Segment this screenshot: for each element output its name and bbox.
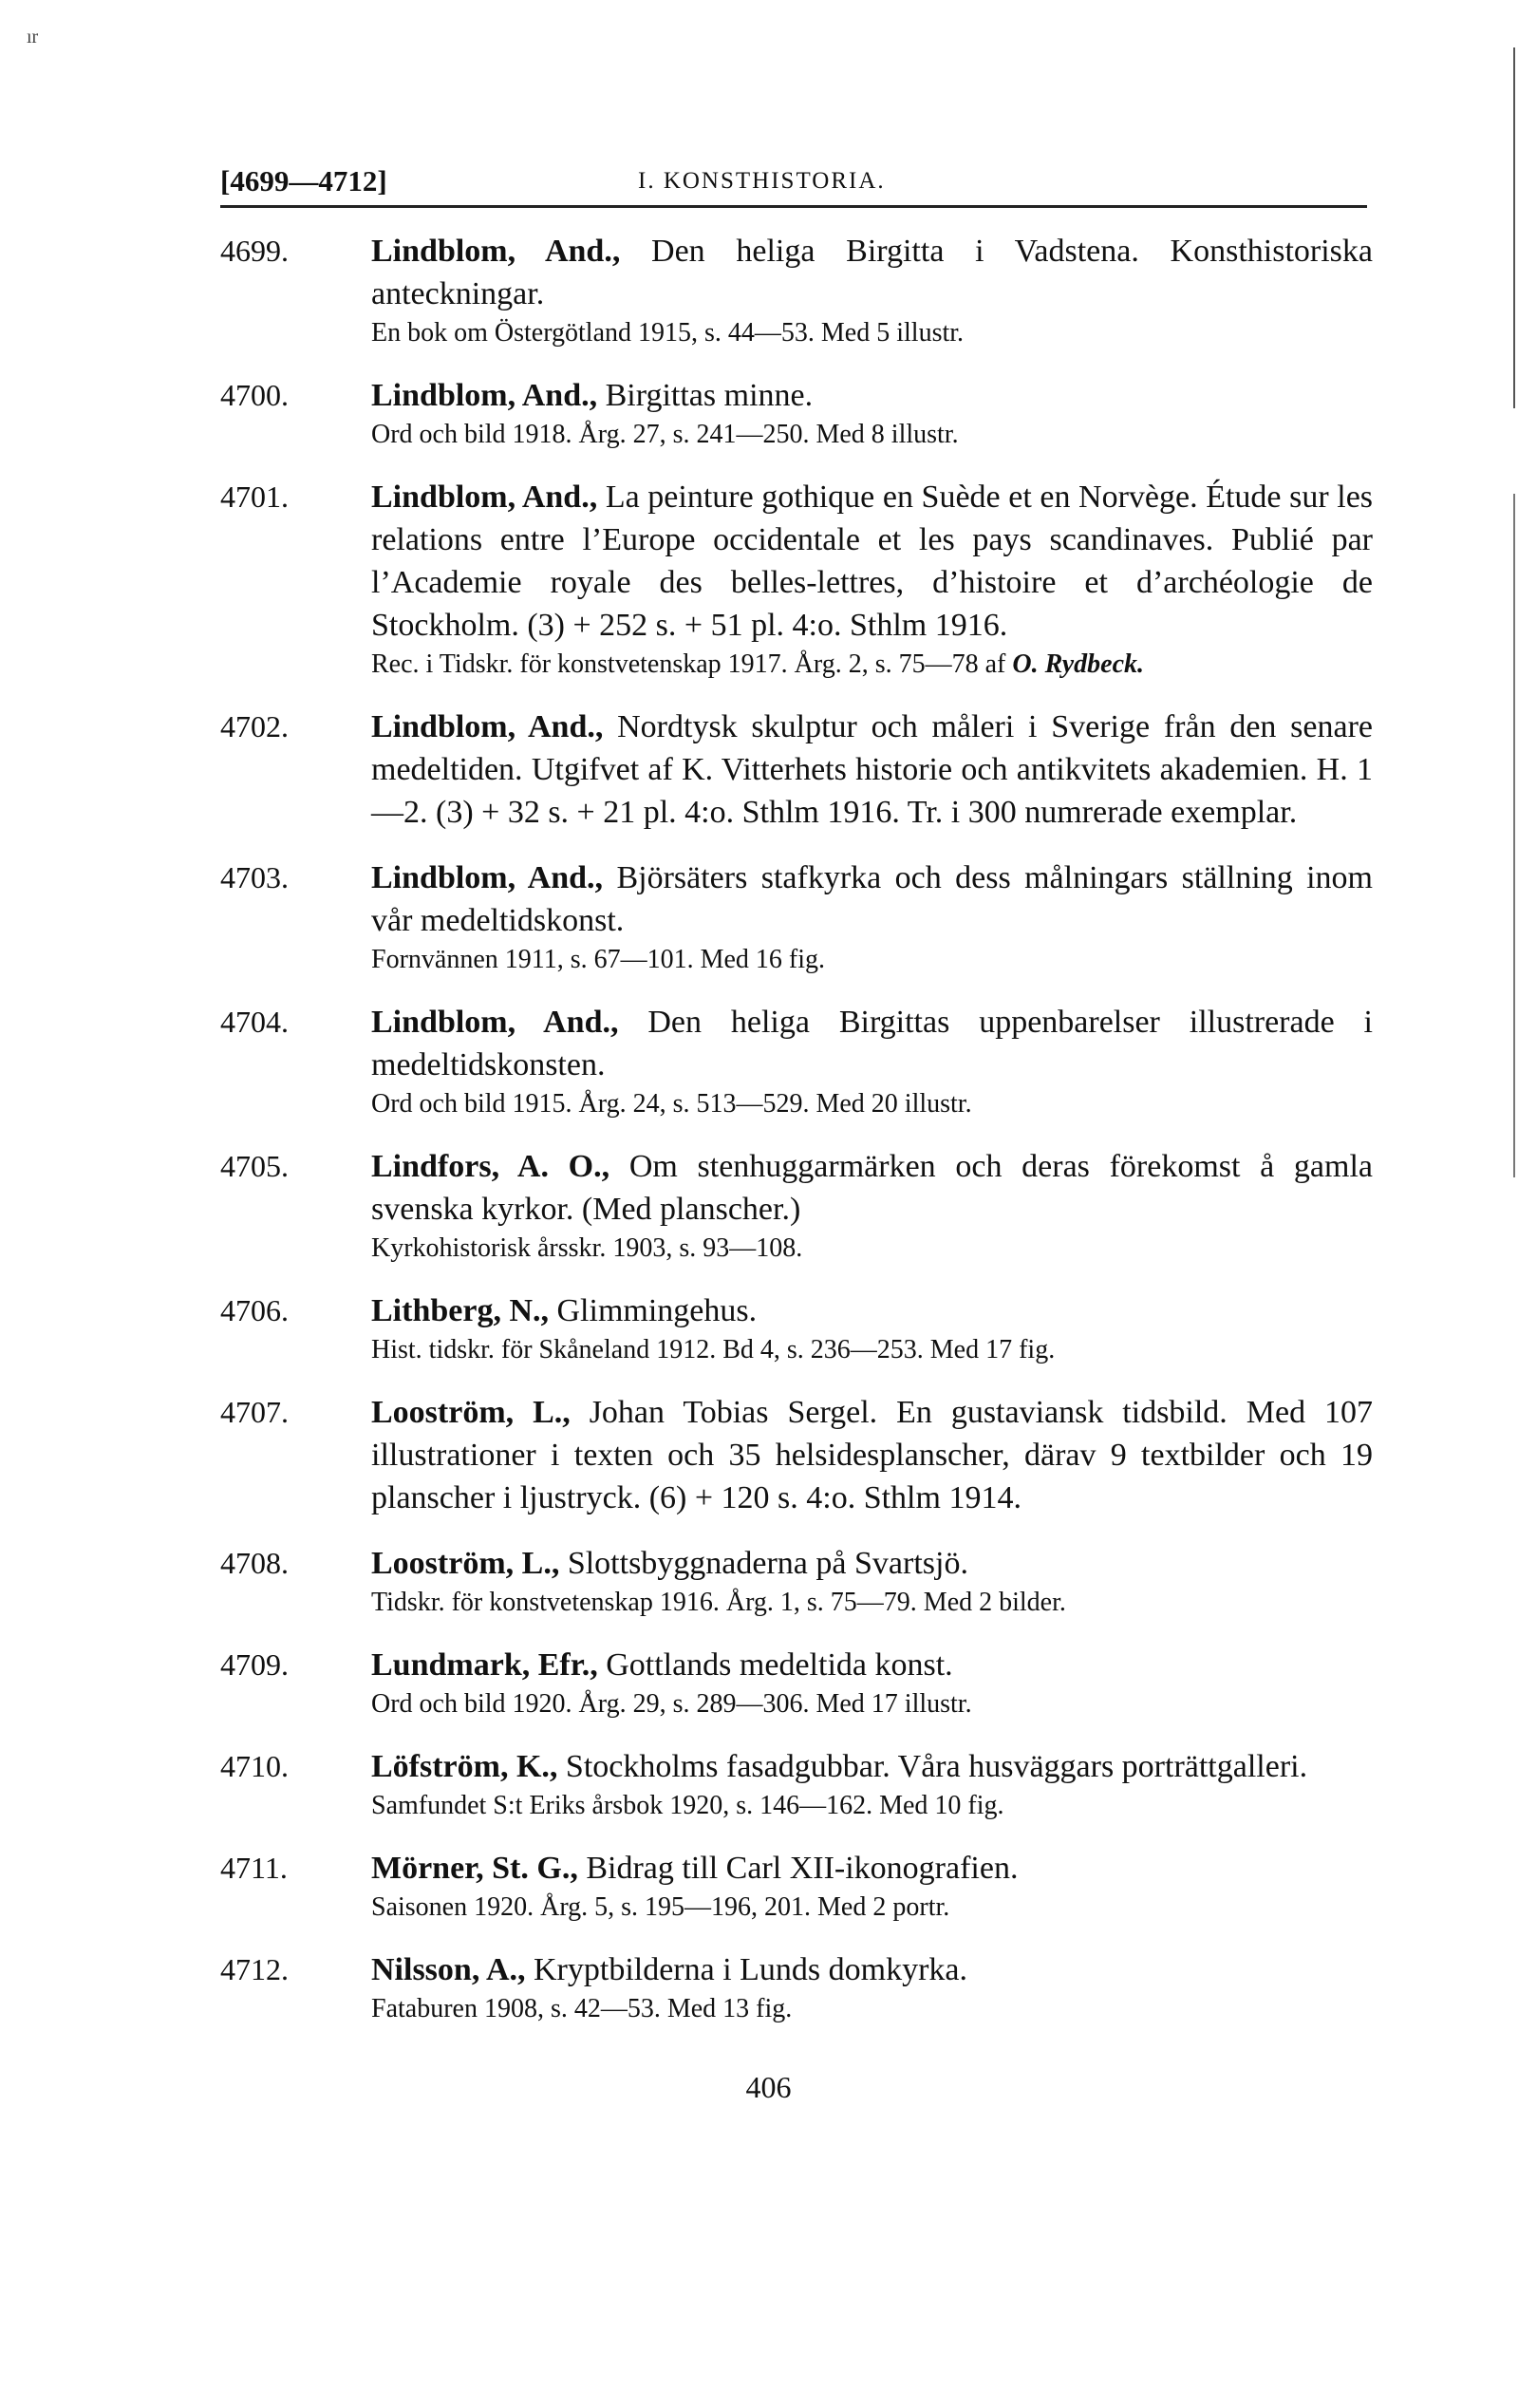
entry-title: Stockholms fasadgubbar. Våra husväggars porträttgalleri. [565,1749,1308,1784]
page-number: 406 [745,2070,792,2104]
corner-mark: ır [27,27,39,47]
entry-source: Rec. i Tidskr. för konstvetenskap 1917. Årg. 2, s. 75—78 af [371,649,1006,679]
entry-number: 4712. [220,1952,289,1986]
entry-title: Glimmingehus. [556,1293,758,1328]
entry-main [371,1745,1373,1788]
entry-main [371,1847,1373,1890]
entry-main [371,1289,1373,1332]
entry-author: Lundmark, Efr., [371,1647,598,1683]
entry-source: Saisonen 1920. Årg. 5, s. 195—196, 201. Med 2 portr. [371,1892,950,1922]
section-title: I. KONSTHISTORIA. [638,168,886,194]
entry-source: Fataburen 1908, s. 42—53. Med 13 fig. [371,1994,793,2023]
bibliography-entry [220,230,1373,351]
entry-main [371,856,1373,942]
bibliography-entry [220,476,1373,683]
entry-note [371,647,1373,683]
entry-title: Björsäters stafkyrka och dess målningars ställning inom vår medeltidskonst. [371,860,1373,938]
entry-title: Johan Tobias Sergel. En gustaviansk tidsbild. Med 107 illustrationer i texten och 35 helsidesplanscher, därav 9 textbilder och 19 planscher i ljustryck. (6) + 120 s. 4:o. Sthlm 1914. [371,1395,1374,1515]
entry-source: Kyrkohistorisk årsskr. 1903, s. 93—108. [371,1233,803,1263]
entry-author: Lindblom, And., [371,860,604,895]
entry-number: 4705. [220,1149,289,1183]
entry-note [371,1231,1373,1267]
entry-title: Birgittas minne. [605,378,814,413]
entry-main [371,1948,1373,1991]
entry-reviewer: O. Rydbeck. [1012,649,1145,679]
entry-title: Den heliga Birgitta i Vadstena. Konsthistoriska anteckningar. [371,234,1374,311]
entry-author: Lindblom, And., [371,709,604,744]
entry-source: Tidskr. för konstvetenskap 1916. Årg. 1, s. 75—79. Med 2 bilder. [371,1588,1066,1617]
bibliography-entry [220,856,1373,978]
entry-title: Gottlands medeltida konst. [606,1647,953,1683]
entry-author: Looström, L., [371,1546,560,1581]
entry-number: 4708. [220,1546,289,1580]
bibliography-entry [220,1145,1373,1267]
entry-author: Mörner, St. G., [371,1851,578,1886]
entry-note [371,417,1373,453]
entry-number: 4709. [220,1647,289,1682]
entry-note [371,1332,1373,1368]
entry-note [371,1890,1373,1926]
entry-source: Ord och bild 1918. Årg. 27, s. 241—250. Med 8 illustr. [371,420,959,449]
bibliography-entry [220,1745,1373,1824]
running-header [220,164,1367,202]
entry-source: Hist. tidskr. för Skåneland 1912. Bd 4, s. 236—253. Med 17 fig. [371,1335,1056,1364]
entry-number: 4710. [220,1749,289,1783]
bibliography-entry [220,374,1373,453]
entry-author: Lithberg, N., [371,1293,549,1328]
scan-edge-line [1513,47,1515,408]
entry-title: Bidrag till Carl XII-ikonografien. [586,1851,1019,1886]
entry-author: Löfström, K., [371,1749,558,1784]
entry-title: Nordtysk skulptur och måleri i Sverige från den senare medeltiden. Utgifvet af K. Vitterhets historie och antikvitets akademien. H. 1—2. (3) + 32 s. + 21 pl. 4:o. Sthlm 1916. Tr. i 300 numrerade exemplar. [371,709,1373,830]
entry-number: 4702. [220,709,289,743]
entry-author: Lindfors, A. O., [371,1149,610,1184]
entry-main [371,1001,1373,1086]
bibliography-entry [220,1001,1373,1122]
entry-main [371,374,1373,417]
bibliography-entry [220,1391,1373,1519]
entry-title: Om stenhuggarmärken och deras förekomst å gamla svenska kyrkor. (Med planscher.) [371,1149,1374,1227]
entry-note [371,1086,1373,1122]
entry-author: Lindblom, And., [371,1005,619,1040]
entry-main [371,1542,1373,1585]
entry-source: Ord och bild 1920. Årg. 29, s. 289—306. Med 17 illustr. [371,1689,972,1719]
entry-main [371,705,1373,834]
entry-number: 4711. [220,1851,288,1885]
entry-number: 4704. [220,1005,289,1039]
entry-number: 4700. [220,378,289,412]
bibliography-entry [220,1289,1373,1368]
entry-main [371,1391,1373,1519]
entry-note [371,942,1373,978]
entry-main [371,1644,1373,1686]
entry-source: Ord och bild 1915. Årg. 24, s. 513—529. Med 20 illustr. [371,1089,972,1119]
header-rule [220,205,1367,208]
entry-main [371,1145,1373,1231]
entry-title: Den heliga Birgittas uppenbarelser illustrerade i medeltidskonsten. [371,1005,1374,1082]
bibliography-entry [220,1948,1373,2027]
entry-number: 4707. [220,1395,289,1429]
entry-title: Kryptbilderna i Lunds domkyrka. [534,1952,968,1987]
entry-source: Samfundet S:t Eriks årsbok 1920, s. 146—162. Med 10 fig. [371,1791,1004,1820]
bibliography-entries [220,230,1373,2050]
entry-number: 4699. [220,234,289,268]
entry-author: Looström, L., [371,1395,571,1430]
entry-author: Lindblom, And., [371,480,598,515]
entry-note [371,1585,1373,1621]
entry-note [371,1991,1373,2027]
entry-note [371,1686,1373,1722]
entry-author: Nilsson, A., [371,1952,526,1987]
entry-source: Fornvännen 1911, s. 67—101. Med 16 fig. [371,945,826,974]
scan-edge-line-lower [1513,494,1515,1177]
entry-author: Lindblom, And., [371,378,598,413]
entry-number: 4701. [220,480,289,514]
entry-note [371,1788,1373,1824]
entry-title: La peinture gothique en Suède et en Norvège. Étude sur les relations entre l’Europe occidentale et les pays scandinaves. Publié par l’Academie royale des belles-lettres, d’histoire et d’archéologie de Stockholm. (3) + 252 s. + 51 pl. 4:o. Sthlm 1916. [371,480,1374,643]
entry-range: [4699—4712] [220,164,387,198]
entry-author: Lindblom, And., [371,234,621,269]
entry-note [371,315,1373,351]
bibliography-entry [220,1644,1373,1722]
entry-main [371,230,1373,315]
bibliography-entry [220,705,1373,834]
entry-source: En bok om Östergötland 1915, s. 44—53. Med 5 illustr. [371,318,965,348]
entry-main [371,476,1373,647]
bibliography-entry [220,1847,1373,1926]
bibliography-entry [220,1542,1373,1621]
entry-number: 4706. [220,1293,289,1327]
entry-number: 4703. [220,860,289,894]
entry-title: Slottsbyggnaderna på Svartsjö. [567,1546,968,1581]
